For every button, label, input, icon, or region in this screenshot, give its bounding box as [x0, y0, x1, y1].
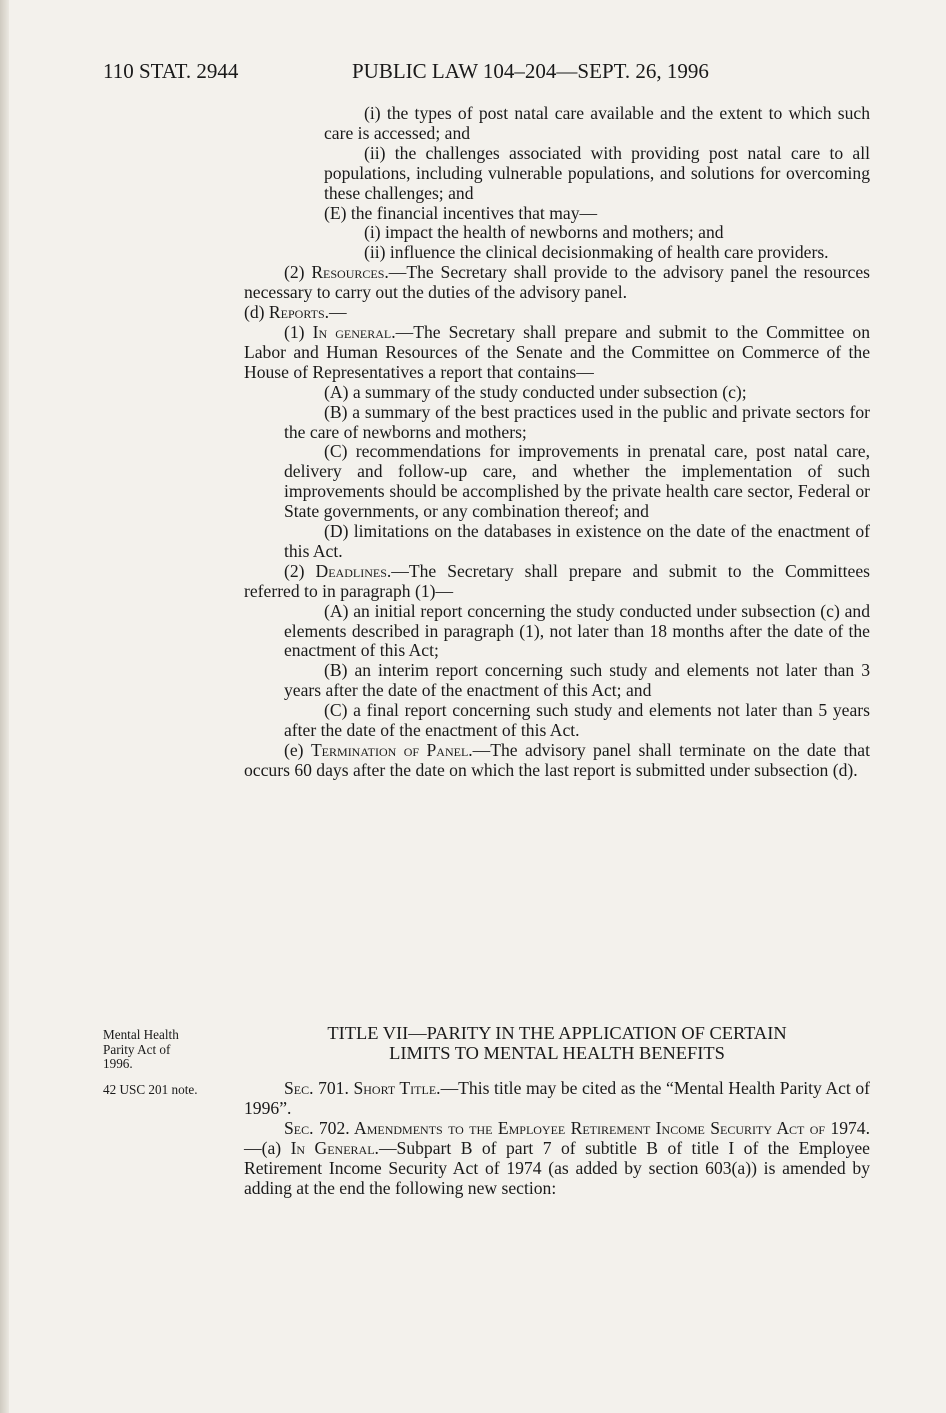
title-vii-sections — [244, 1079, 870, 1198]
clause-d-i: (i) the types of post natal care available and the extent to which such care is accessed; and — [324, 103, 870, 143]
clause-e-i: (i) impact the health of newborns and mothers; and — [364, 222, 724, 243]
paragraph-d-1: (1) In general.—The Secretary shall prepare and submit to the Committee on Labor and Human Resources of the Senate and the Committee on Commerce of the House of Representatives a report that contains— — [244, 321, 870, 382]
subparagraph-d-1-a: (A) a summary of the study conducted under subsection (c); — [324, 381, 747, 402]
subparagraph-d-1-b: (B) a summary of the best practices used in the public and private sectors for the care of newborns and mothers; — [284, 401, 870, 442]
subparagraph-d-1-c: (C) recommendations for improvements in prenatal care, post natal care, delivery and follow-up care, and whether the implementation of such improvements should be accomplished by the private health care sector, Federal or State governments, or any combination thereof; and — [284, 441, 870, 522]
clause-e-ii: (ii) influence the clinical decisionmaking of health care providers. — [364, 242, 829, 263]
subparagraph-d-1-d: (D) limitations on the databases in existence on the date of the enactment of this Act. — [284, 521, 870, 561]
heading-in-general: In general. — [312, 321, 396, 342]
subparagraph-d-2-c: (C) a final report concerning such study and elements not later than 5 years after the date of the enactment of this Act. — [284, 700, 870, 741]
running-header: PUBLIC LAW 104–204—SEPT. 26, 1996 — [352, 59, 709, 83]
section-702-heading: Sec. 702. Amendments to the Employee Retirement Income Security Act of 1974. — [284, 1117, 870, 1138]
heading-termination: Termination of Panel. — [310, 740, 473, 760]
body-text — [244, 104, 870, 781]
paragraph-d-2: (2) Deadlines.—The Secretary shall prepare and submit to the Committees referred to in paragraph (1)— — [244, 560, 870, 601]
heading-deadlines: Deadlines. — [315, 560, 392, 581]
margin-note-usc: 42 USC 201 note. — [103, 1082, 198, 1097]
subsection-d: (d) Reports.— — [244, 302, 347, 323]
clause-d-ii: (ii) the challenges associated with providing post natal care to all populations, including vulnerable populations, and solutions for overcoming these challenges; and — [324, 142, 870, 203]
section-701-heading: Sec. 701. Short Title. — [284, 1078, 441, 1098]
margin-note-short-title: Mental Health Parity Act of 1996. — [103, 1027, 179, 1071]
title-vii-heading: TITLE VII—PARITY IN THE APPLICATION OF CERTAIN LIMITS TO MENTAL HEALTH BENEFITS — [327, 1023, 787, 1063]
section-702: Sec. 702. Amendments to the Employee Retirement Income Security Act of 1974.—(a) In General.—Subpart B of part 7 of subtitle B of title I of the Employee Retirement Income Security Act of 1974 (as added by section 603(a)) is amended by adding at the end the following new section: — [244, 1117, 870, 1198]
page-reference: 110 STAT. 2944 — [103, 59, 239, 83]
paragraph-c-2: (2) Resources.—The Secretary shall provide to the advisory panel the resources necessary to carry out the duties of the advisory panel. — [244, 262, 870, 303]
subsection-e: (e) Termination of Panel.—The advisory panel shall terminate on the date that occurs 60 days after the date on which the last report is submitted under subsection (d). — [244, 740, 870, 780]
section-701: Sec. 701. Short Title.—This title may be cited as the “Mental Health Parity Act of 1996”. — [244, 1078, 871, 1118]
subparagraph-d-2-a: (A) an initial report concerning the study conducted under subsection (c) and elements described in paragraph (1), not later than 18 months after the date of the enactment of this Act; — [284, 600, 870, 661]
subparagraph-e: (E) the financial incentives that may— — [324, 202, 598, 223]
subparagraph-d-2-b: (B) an interim report concerning such study and elements not later than 3 years after the date of the enactment of this Act; and — [284, 660, 870, 701]
heading-in-general-702: In General. — [290, 1137, 379, 1158]
page-edge-shadow — [0, 0, 9, 1413]
heading-resources: Resources. — [311, 262, 389, 283]
heading-reports: Reports. — [268, 302, 330, 323]
